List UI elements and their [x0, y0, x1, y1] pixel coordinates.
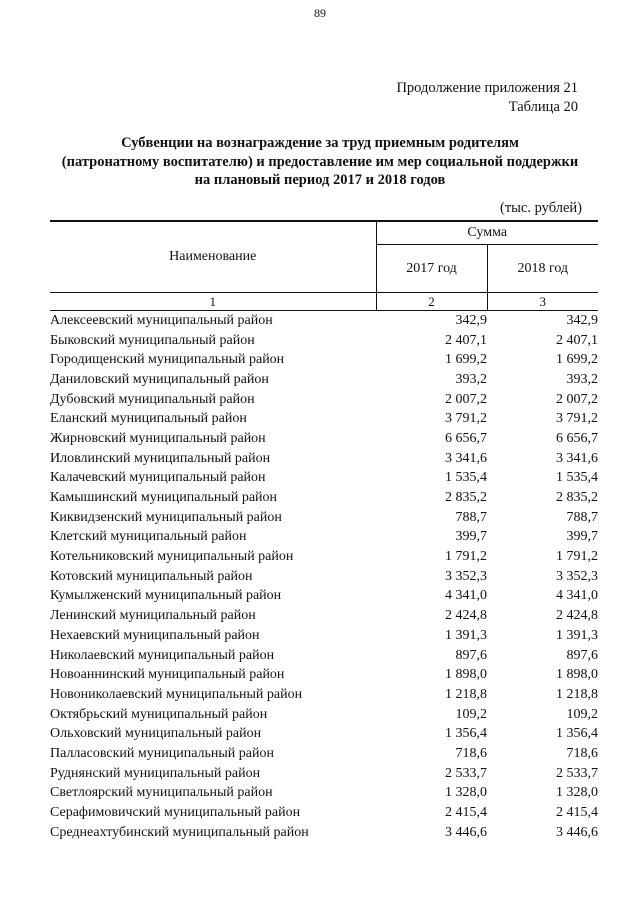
- value-2018: 2 424,8: [556, 608, 598, 624]
- table-row: [50, 449, 598, 469]
- district-name: Быковский муниципальный район: [50, 332, 255, 348]
- table-row: [50, 508, 598, 528]
- value-2017: 399,7: [455, 529, 487, 545]
- district-name: Камышинский муниципальный район: [50, 490, 278, 506]
- district-name: Нехаевский муниципальный район: [50, 627, 260, 643]
- value-2018: 3 791,2: [556, 411, 598, 427]
- table-row: [50, 567, 598, 587]
- appendix-header: [396, 79, 578, 117]
- value-2017: 1 391,3: [445, 627, 487, 643]
- value-2018: 2 533,7: [556, 765, 598, 781]
- table-row: [50, 350, 598, 370]
- value-2018: 1 791,2: [556, 549, 598, 565]
- district-name: Городищенский муниципальный район: [50, 352, 285, 368]
- district-name: Жирновский муниципальный район: [50, 430, 266, 446]
- district-name: Ленинский муниципальный район: [50, 608, 256, 624]
- value-2018: 718,6: [566, 745, 598, 761]
- value-2017: 1 791,2: [445, 549, 487, 565]
- value-2018: 788,7: [566, 509, 598, 525]
- value-2018: 2 407,1: [556, 332, 598, 348]
- units-label: (тыс. рублей): [500, 200, 582, 216]
- value-2017: 2 407,1: [445, 332, 487, 348]
- value-2017: 1 356,4: [445, 726, 487, 742]
- title-line-3: на плановый период 2017 и 2018 годов: [194, 172, 446, 188]
- value-2017: 2 835,2: [445, 490, 487, 506]
- document-title: [20, 134, 620, 190]
- value-2018: 1 898,0: [556, 667, 598, 683]
- value-2017: 1 535,4: [445, 470, 487, 486]
- value-2017: 897,6: [455, 647, 487, 663]
- value-2018: 6 656,7: [556, 430, 598, 446]
- table-row: [50, 429, 598, 449]
- value-2018: 342,9: [566, 312, 598, 328]
- column-number-1: 1: [50, 293, 376, 311]
- table-number: Таблица 20: [508, 99, 578, 115]
- value-2017: 1 699,2: [445, 352, 487, 368]
- table-row: [50, 469, 598, 489]
- value-2017: 342,9: [455, 312, 487, 328]
- table-row: [50, 784, 598, 804]
- value-2017: 1 898,0: [445, 667, 487, 683]
- table-row: [50, 528, 598, 548]
- value-2018: 3 341,6: [556, 450, 598, 466]
- value-2017: 2 007,2: [445, 391, 487, 407]
- value-2017: 109,2: [455, 706, 487, 722]
- district-name: Клетский муниципальный район: [50, 529, 247, 545]
- table-row: [50, 488, 598, 508]
- value-2018: 897,6: [566, 647, 598, 663]
- value-2018: 1 328,0: [556, 785, 598, 801]
- value-2017: 1 328,0: [445, 785, 487, 801]
- table-row: [50, 724, 598, 744]
- district-name: Светлоярский муниципальный район: [50, 785, 273, 801]
- table-row: [50, 409, 598, 429]
- table-row: [50, 744, 598, 764]
- title-line-2: (патронатному воспитателю) и предоставление им мер социальной поддержки: [61, 153, 579, 170]
- table-row: [50, 547, 598, 567]
- value-2018: 2 415,4: [556, 805, 598, 821]
- district-name: Ольховский муниципальный район: [50, 726, 262, 742]
- district-name: Калачевский муниципальный район: [50, 470, 266, 486]
- district-name: Руднянский муниципальный район: [50, 765, 261, 781]
- value-2018: 399,7: [566, 529, 598, 545]
- value-2017: 1 218,8: [445, 686, 487, 702]
- page-number: 89: [314, 6, 326, 20]
- value-2017: 3 341,6: [445, 450, 487, 466]
- header-2017: 2017 год: [376, 245, 487, 293]
- table-row: [50, 626, 598, 646]
- district-name: Октябрьский муниципальный район: [50, 706, 268, 722]
- value-2018: 393,2: [566, 371, 598, 387]
- table-body: [50, 311, 598, 843]
- value-2018: 3 446,6: [556, 824, 598, 840]
- district-name: Новоаннинский муниципальный район: [50, 667, 285, 683]
- district-name: Котельниковский муниципальный район: [50, 549, 294, 565]
- district-name: Новониколаевский муниципальный район: [50, 686, 303, 702]
- value-2017: 6 656,7: [445, 430, 487, 446]
- subsidy-table: [50, 220, 598, 843]
- district-name: Киквидзенский муниципальный район: [50, 509, 282, 525]
- table-row: [50, 370, 598, 390]
- value-2018: 1 699,2: [556, 352, 598, 368]
- table-row: [50, 587, 598, 607]
- value-2017: 788,7: [455, 509, 487, 525]
- value-2018: 2 835,2: [556, 490, 598, 506]
- district-name: Котовский муниципальный район: [50, 568, 253, 584]
- value-2018: 109,2: [566, 706, 598, 722]
- value-2017: 3 446,6: [445, 824, 487, 840]
- header-2018: 2018 год: [487, 245, 598, 293]
- value-2017: 718,6: [455, 745, 487, 761]
- value-2017: 4 341,0: [445, 588, 487, 604]
- column-number-2: 2: [376, 293, 487, 311]
- table-row: [50, 646, 598, 666]
- table-row: [50, 606, 598, 626]
- district-name: Алексеевский муниципальный район: [50, 312, 273, 328]
- district-name: Кумылженский муниципальный район: [50, 588, 282, 604]
- value-2018: 1 218,8: [556, 686, 598, 702]
- district-name: Палласовский муниципальный район: [50, 745, 274, 761]
- table-row: [50, 390, 598, 410]
- table-row: [50, 803, 598, 823]
- value-2018: 1 535,4: [556, 470, 598, 486]
- table-row: [50, 311, 598, 331]
- district-name: Среднеахтубинский муниципальный район: [50, 824, 309, 840]
- value-2018: 2 007,2: [556, 391, 598, 407]
- appendix-continuation: Продолжение приложения 21: [396, 80, 578, 96]
- header-sum: Сумма: [376, 221, 598, 245]
- table-row: [50, 331, 598, 351]
- value-2018: 4 341,0: [556, 588, 598, 604]
- district-name: Дубовский муниципальный район: [50, 391, 255, 407]
- column-number-3: 3: [487, 293, 598, 311]
- value-2018: 3 352,3: [556, 568, 598, 584]
- table-row: [50, 705, 598, 725]
- value-2017: 3 352,3: [445, 568, 487, 584]
- district-name: Николаевский муниципальный район: [50, 647, 275, 663]
- district-name: Еланский муниципальный район: [50, 411, 247, 427]
- value-2017: 2 415,4: [445, 805, 487, 821]
- table-row: [50, 665, 598, 685]
- value-2017: 2 424,8: [445, 608, 487, 624]
- table-row: [50, 685, 598, 705]
- table-row: [50, 764, 598, 784]
- district-name: Иловлинский муниципальный район: [50, 450, 271, 466]
- title-line-1: Субвенции на вознаграждение за труд приемным родителям: [121, 135, 519, 151]
- district-name: Даниловский муниципальный район: [50, 371, 269, 387]
- value-2017: 3 791,2: [445, 411, 487, 427]
- header-name: Наименование: [50, 221, 376, 293]
- value-2018: 1 356,4: [556, 726, 598, 742]
- table-row: [50, 823, 598, 843]
- value-2017: 2 533,7: [445, 765, 487, 781]
- district-name: Серафимовичский муниципальный район: [50, 805, 301, 821]
- value-2017: 393,2: [455, 371, 487, 387]
- value-2018: 1 391,3: [556, 627, 598, 643]
